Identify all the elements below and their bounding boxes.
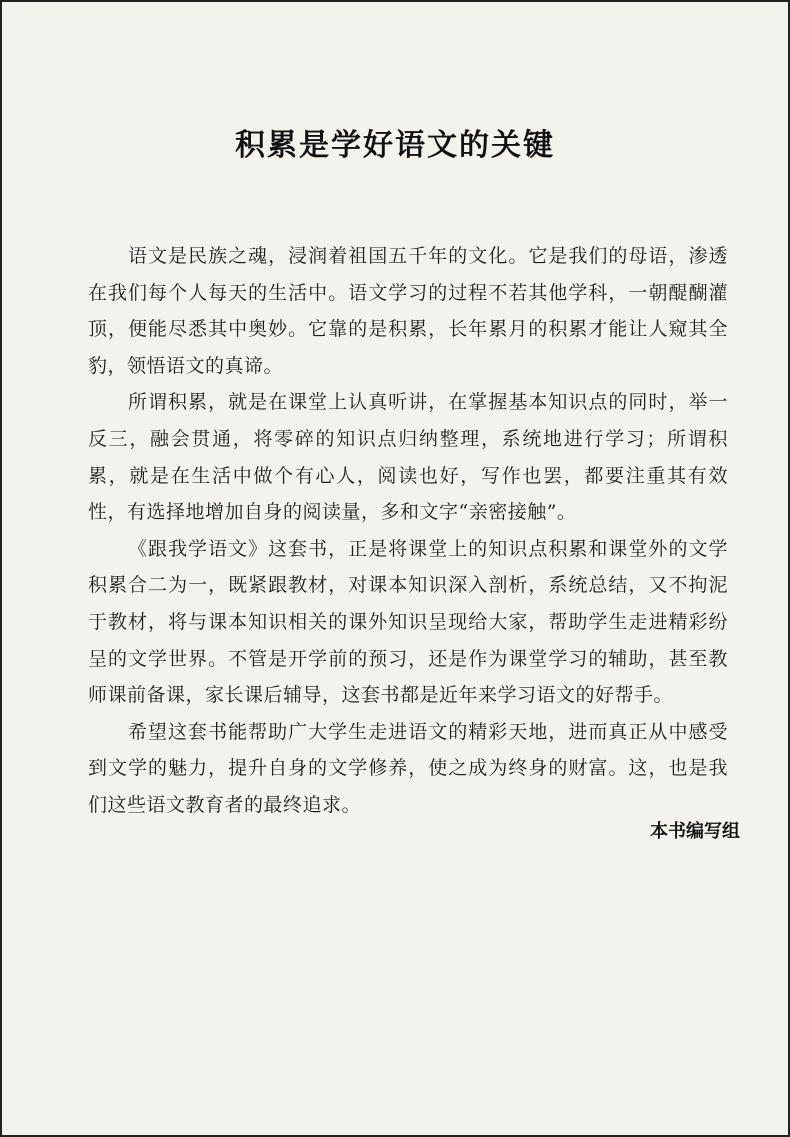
paragraph-4: 希望这套书能帮助广大学生走进语文的精彩天地，进而真正从中感受到文学的魅力，提升自身的文学修养，使之成为终身的财富。这，也是我们这些语文教育者的最终追求。 xyxy=(88,720,728,816)
author-signature: 本书编写组 xyxy=(650,821,740,842)
paragraph-2: 所谓积累，就是在课堂上认真听讲，在掌握基本知识点的同时，举一反三，融会贯通，将零碎的知识点归纳整理，系统地进行学习；所谓积累，就是在生活中做个有心人，阅读也好，写作也罢，都要注重其有效性，有选择地增加自身的阅读量，多和文字“亲密接触”。 xyxy=(88,391,728,524)
page-title: 积累是学好语文的关键 xyxy=(235,128,555,163)
paragraph-3: 《跟我学语文》这套书，正是将课堂上的知识点积累和课堂外的文学积累合二为一，既紧跟教材，对课本知识深入剖析，系统总结，又不拘泥于教材，将与课本知识相关的课外知识呈现给大家，帮助学生走进精彩纷呈的文学世界。不管是开学前的预习，还是作为课堂学习的辅助，甚至教师课前备课，家长课后辅导，这套书都是近年来学习语文的好帮手。 xyxy=(88,537,728,707)
paragraph-1: 语文是民族之魂，浸润着祖国五千年的文化。它是我们的母语，渗透在我们每个人每天的生活中。语文学习的过程不若其他学科，一朝醍醐灌顶，便能尽悉其中奥妙。它靠的是积累，长年累月的积累才能让人窥其全豹，领悟语文的真谛。 xyxy=(88,245,728,377)
preface-body xyxy=(88,238,728,824)
